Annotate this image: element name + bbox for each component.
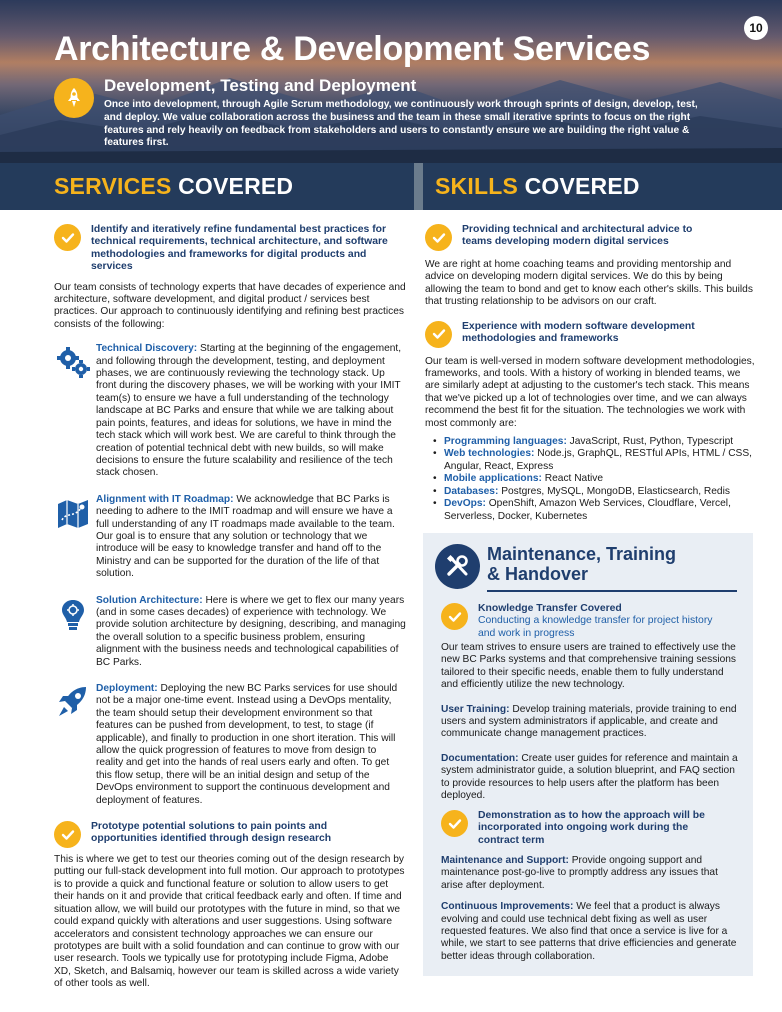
skills-block2-text: Our team is well-versed in modern software development methodologies, frameworks, and tools. With a history of working in blended teams, we are similarly adept at adjusting to the customer's tech stack. This means that we've picked up a lot of technologies over time, and we can always recommend the best fit for the situation. The technologies we work with most commonly are: [425,355,755,429]
knowledge-transfer-heading-group [478,603,723,640]
checkmark-badge [441,810,468,837]
maintenance-body-2 [441,855,741,963]
hero-banner [0,0,782,163]
technical-discovery-text [96,343,406,479]
item-text: Provide ongoing support and maintenance post-go-live to promptly address any issues that arise after deployment. [441,855,718,891]
checkmark-icon [432,327,446,341]
it-roadmap-text [96,494,406,581]
maintenance-title-line1: Maintenance, Training [487,544,677,564]
services-band [0,163,414,210]
services-heading-highlight: SERVICES [54,173,172,199]
services-block2-heading: Prototype potential solutions to pain points and opportunities identified through design research [91,821,332,845]
item-text: React Native [541,473,604,485]
services-items [54,343,406,807]
services-block2-header [54,821,406,848]
item-label: DevOps: [444,498,486,510]
services-block1-intro: Our team consists of technology experts that have decades of experience and architecture, software development, and digital product / services best practices. Our approach to continuously identifying and refining best practices consists of the following: [54,281,406,330]
rocket-icon [62,86,86,110]
checkmark-badge [441,603,468,630]
item-text: We feel that a product is always evolving and could use technical debt fixing as well as user requested features. We also find that once a service is live for a while, we start to see patterns that drive efficiencies and generate better ideas through collaboration. [441,901,737,962]
list-item [425,436,755,448]
band-divider [414,163,423,210]
continuous-improvements-text [441,901,741,963]
item-text: Starting at the beginning of the engagement, and following through the development, testing, and deployment phases, we are continuously reviewing the technology stack. Up front during the discovery phases, we will be working with your IMIT team(s) to ensure we have a full understanding of the technology landscape at BC Parks and ensure that while we are talking about pain points, features, and ideas for solutions, we have in mind the tech stack which will work best. We are careful to think through the creation of potential technical debt with new builds, so will make decisions to ensure the future scalability and resilience of the tech stack chosen. [96,343,402,479]
item-label: Alignment with IT Roadmap: [96,493,234,505]
tools-icon [444,553,472,581]
maintenance-divider [487,590,737,592]
list-item [54,343,406,479]
item-label: Mobile applications: [444,473,542,485]
list-item [425,486,755,498]
maintenance-badge [435,544,480,589]
item-text: We acknowledge that BC Parks is needing to adhere to the IMIT roadmap and will ensure we have a full understanding of any IT roadmaps made available to the team. Our goal is to ensure that any solution or technology that we introduce will be easy to knowledge transfer and hand off to the Ministry and can be supported for the duration of the life of that solution. [96,493,395,580]
skills-heading-rest: COVERED [517,173,640,199]
demonstration-heading: Demonstration as to how the approach will be incorporated into ongoing work during the contract term [478,810,705,846]
knowledge-transfer-heading: Knowledge Transfer Covered [478,603,622,614]
item-label: Solution Architecture: [96,594,203,606]
knowledge-transfer-text: Our team strives to ensure users are trained to effectively use the new BC Parks systems and that comprehensive training sessions tailored to their specific needs, enable them to fully understand and efficiently utilize the new technology. [441,642,737,691]
user-training-text [441,704,741,741]
checkmark-icon [61,231,75,245]
list-item [425,498,755,523]
hero-badge [54,78,94,118]
list-item [425,473,755,485]
item-label: Technical Discovery: [96,343,198,355]
item-label: Deployment: [96,683,158,694]
skills-heading-highlight: SKILLS [435,173,518,199]
item-text: Postgres, MySQL, MongoDB, Elasticsearch, Redis [498,485,730,497]
services-heading [54,173,293,200]
services-block1-header [54,224,406,274]
item-label: Maintenance and Support: [441,855,569,866]
skills-block2-header [425,321,755,348]
maintenance-body [441,642,741,802]
checkmark-icon [432,231,446,245]
maintenance-box [423,533,753,976]
services-column [54,210,406,991]
item-label: Continuous Improvements: [441,901,574,913]
knowledge-transfer-subheading: Conducting a knowledge transfer for project history and work in progress [478,615,713,639]
gears-icon [54,343,92,381]
maintenance-support-text [441,855,741,892]
item-label: Documentation: [441,752,519,764]
checkmark-badge [54,224,81,251]
deployment-text [96,683,406,807]
item-label: User Training: [441,703,510,715]
checkmark-badge [54,821,81,848]
demonstration-header [441,810,741,847]
page-title: Architecture & Development Services [54,30,651,68]
checkmark-badge [425,321,452,348]
item-text: Node.js, GraphQL, RESTful APIs, HTML / CSS, Angular, React, Express [444,448,752,472]
maintenance-title-line2: & Handover [487,564,589,584]
skills-block1-header [425,224,755,251]
item-label: Web technologies: [444,448,535,460]
solution-architecture-text [96,595,406,669]
technology-list [425,436,755,523]
lightbulb-icon [54,595,92,633]
checkmark-icon [448,817,462,831]
hero-subtitle: Development, Testing and Deployment [104,76,417,95]
rocket-icon [54,683,92,721]
skills-heading [435,173,640,200]
item-text: Here is where we get to flex our many years (and in some cases decades) of experience with technology. We provide solution architecture by designing, describing, and managing the overall solution to a specific business problem, ensuring alignment with the business needs and technological capabilities of BC Parks. [96,594,406,668]
item-text: JavaScript, Rust, Python, Typescript [566,436,734,448]
maintenance-title [487,544,676,584]
knowledge-transfer-header [441,603,741,640]
skills-block2-heading: Experience with modern software development methodologies and frameworks [462,320,695,345]
item-text: OpenShift, Amazon Web Services, Cloudflare, Vercel, Serverless, Docker, Kubernetes [444,498,731,522]
skills-band [423,163,782,210]
list-item [425,448,755,473]
services-block2-text: This is where we get to test our theories coming out of the design research by putting our full-stack development into full motion. Our approach to prototypes is to provide a quick and functional feature or solution to allow users to get their hands on it and provide that critical feedback early and often. If time and situation allow, we will build our prototypes with the future in mind, so that we could expand quickly with alterations and user suggestions. Using software accelerators and consistent technology approaches we can ensure our prototypes are built with a solid foundation and can continue to grow with our user research. Tools we typically use for prototyping include Figma, Adobe XD, Sketch, and Balsamiq, however our team is skilled across a wide variety of other tools as well. [54,854,405,990]
list-item [54,683,406,807]
item-text: Deploying the new BC Parks services for use should not be a major one-time event. Instead using a DevOps mentality, the team should setup their development environment so that features can be pushed from development, to test, to stage (if applicable), and finally to production in one short iteration. This will allow the quick progression of features to move from design to reality and get into the hands of real users early and often. To get this flow setup, there will be an initial design and setup of the DevOps environment to support the continuous development and deployment of features. [96,683,398,806]
checkmark-badge [425,224,452,251]
list-item [54,494,406,581]
item-label: Databases: [444,485,499,497]
checkmark-icon [448,610,462,624]
documentation-text [441,753,741,803]
skills-block1-text: We are right at home coaching teams and providing mentorship and advice on developing modern digital services. We do this by being allowing the team to bond and get to know each other's skills. This builds that trusting relationship to be advisors on our craft. [425,259,753,308]
services-heading-rest: COVERED [171,173,294,199]
item-label: Programming languages: [444,436,567,448]
item-text: Create user guides for reference and maintain a system administrator guide, a solution blueprint, and FAQ section to provide resources to help users after the platform has been deployed. [441,752,738,802]
roadmap-icon [54,494,92,532]
checkmark-icon [61,828,75,842]
list-item [54,595,406,669]
services-block1-heading: Identify and iteratively refine fundamental best practices for technical requirements, technical architecture, and software methodologies and frameworks for digital products and services [91,224,388,273]
hero-description: Once into development, through Agile Scrum methodology, we continuously work through sprints of design, develop, test, and deploy. We value collaboration across the business and the team in these small iterative sprints to focus on the right features and rely heavily on feedback from stakeholders and users to constantly ensure we are building the right value & features first. [104,99,698,149]
skills-block1-heading: Providing technical and architectural advice to teams developing modern digital services [462,224,693,248]
page-number: 10 [744,16,768,40]
item-text: Develop training materials, provide training to end users and system administrators if applicable, and create and communicate change management practices. [441,703,737,740]
skills-column [425,210,755,523]
